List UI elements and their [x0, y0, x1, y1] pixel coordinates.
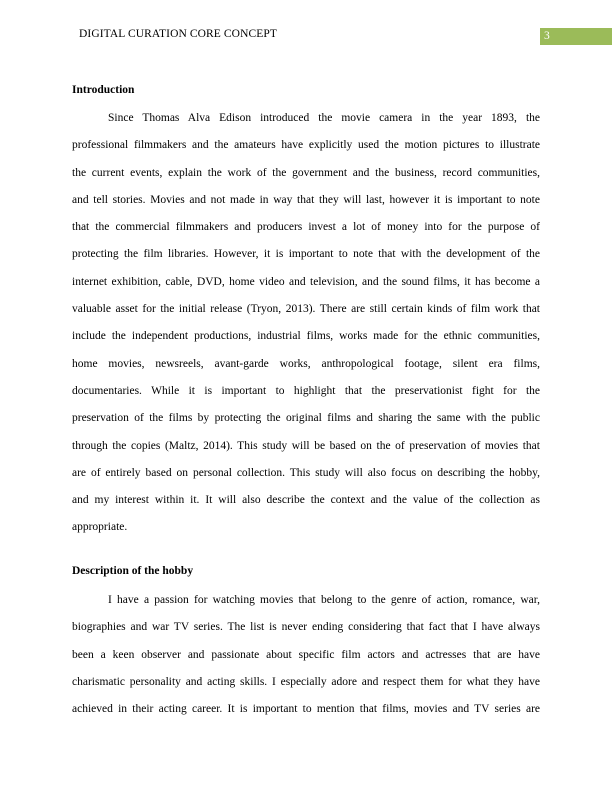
text-line: professional filmmakers and the amateurs have explicitly used the motion pictures to illustrate — [72, 139, 540, 152]
text-line: achieved in their acting career. It is important to mention that films, movies and TV series are — [72, 703, 540, 716]
paragraph-description-of-hobby — [72, 587, 540, 723]
text-line: the current events, explain the work of the government and the business, record communities, — [72, 166, 540, 179]
text-line: and my interest within it. It will also describe the context and the value of the collection as — [72, 494, 540, 507]
text-line: valuable asset for the initial release (Tryon, 2013). There are still certain kinds of film work that — [72, 303, 540, 316]
heading-introduction: Introduction — [72, 84, 135, 96]
text-line: and tell stories. Movies and not made in way that they will last, however it is important to note — [72, 193, 540, 206]
text-line: been a keen observer and passionate about specific film actors and actresses that are have — [72, 648, 540, 661]
heading-description-of-hobby: Description of the hobby — [72, 565, 194, 577]
text-line: home movies, newsreels, avant-garde works, anthropological footage, silent era films, — [72, 357, 540, 370]
text-line: that the commercial filmmakers and producers invest a lot of money into for the purpose of — [72, 221, 540, 234]
text-line: appropriate. — [72, 521, 128, 534]
running-head-title: DIGITAL CURATION CORE CONCEPT — [79, 28, 278, 40]
paragraph-introduction — [72, 105, 540, 542]
text-line: documentaries. While it is important to highlight that the preservationist fight for the — [72, 384, 540, 397]
text-line: preservation of the films by protecting the original films and sharing the same with the public — [72, 412, 540, 425]
text-line: Since Thomas Alva Edison introduced the movie camera in the year 1893, the — [108, 112, 540, 124]
text-line: protecting the film libraries. However, it is important to note that with the development of the — [72, 248, 540, 261]
text-line: I have a passion for watching movies that belong to the genre of action, romance, war, — [108, 594, 540, 606]
text-line: internet exhibition, cable, DVD, home video and television, and the sound films, it has become a — [72, 275, 540, 288]
text-line: charismatic personality and acting skills. I especially adore and respect them for what they have — [72, 675, 540, 688]
text-line: include the independent productions, industrial films, works made for the ethnic communities, — [72, 330, 540, 343]
text-line: through the copies (Maltz, 2014). This study will be based on the of preservation of movies that — [72, 439, 540, 452]
text-line: biographies and war TV series. The list is never ending considering that fact that I have always — [72, 621, 540, 634]
text-line: are of entirely based on personal collection. This study will also focus on describing the hobby, — [72, 466, 540, 479]
page-number: 3 — [540, 28, 612, 45]
